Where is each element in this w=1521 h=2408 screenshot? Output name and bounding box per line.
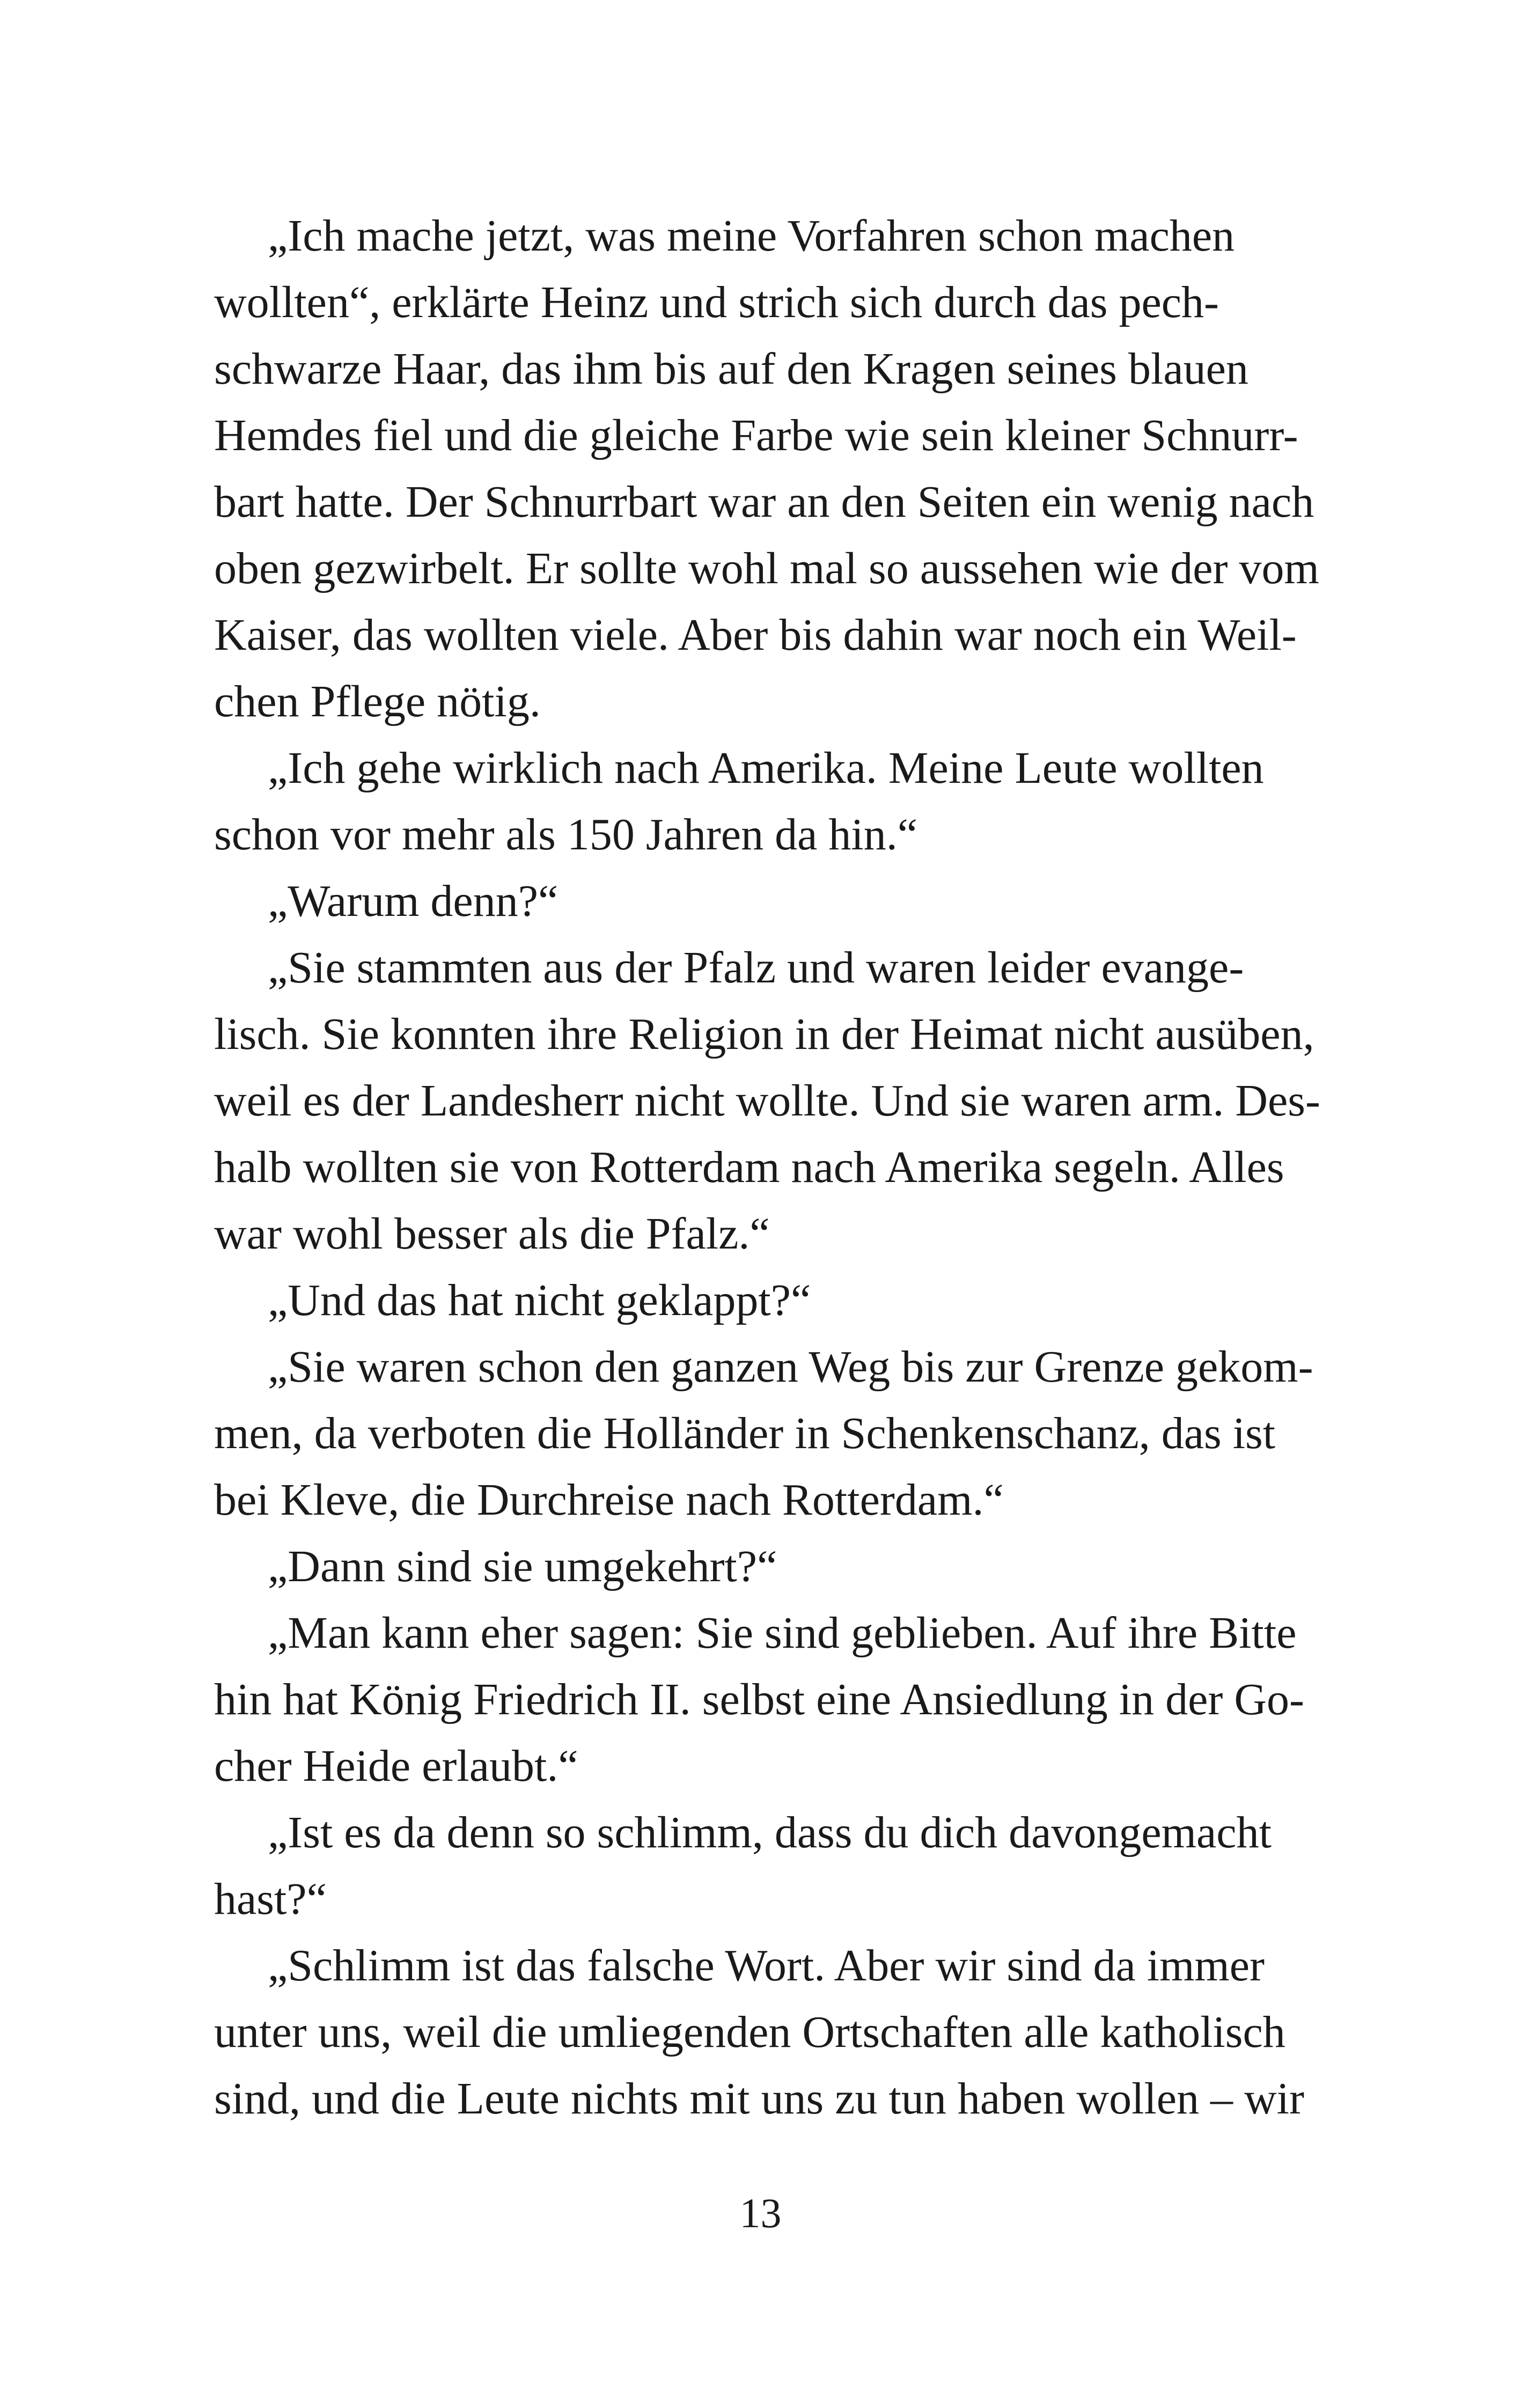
body-text <box>214 203 1320 2132</box>
text-line: schwarze Haar, das ihm bis auf den Kragen seines blauen <box>214 344 1248 394</box>
text-line: „Schlimm ist das falsche Wort. Aber wir sind da immer <box>268 1941 1265 1991</box>
text-line: „Sie stammten aus der Pfalz und waren leider evange- <box>268 943 1244 993</box>
text-line: sind, und die Leute nichts mit uns zu tun haben wollen – wir <box>214 2074 1304 2124</box>
text-line: „Und das hat nicht geklappt?“ <box>268 1275 811 1325</box>
text-line: bart hatte. Der Schnurrbart war an den Seiten ein wenig nach <box>214 477 1314 527</box>
text-line: Hemdes fiel und die gleiche Farbe wie sein kleiner Schnurr- <box>214 410 1298 460</box>
text-line: hast?“ <box>214 1874 327 1924</box>
text-line: war wohl besser als die Pfalz.“ <box>214 1209 770 1259</box>
text-line: unter uns, weil die umliegenden Ortschaften alle katholisch <box>214 2007 1285 2057</box>
text-line: schon vor mehr als 150 Jahren da hin.“ <box>214 810 917 860</box>
text-line: cher Heide erlaubt.“ <box>214 1741 578 1791</box>
text-line: halb wollten sie von Rotterdam nach Amerika segeln. Alles <box>214 1142 1284 1192</box>
text-line: „Dann sind sie umgekehrt?“ <box>268 1541 777 1591</box>
page-number: 13 <box>739 2190 782 2236</box>
text-line: „Ist es da denn so schlimm, dass du dich davongemacht <box>268 1808 1272 1858</box>
text-line: bei Kleve, die Durchreise nach Rotterdam.“ <box>214 1475 1004 1525</box>
text-line: oben gezwirbelt. Er sollte wohl mal so aussehen wie der vom <box>214 544 1319 593</box>
text-line: wollten“, erklärte Heinz und strich sich durch das pech- <box>214 277 1219 327</box>
text-line: men, da verboten die Holländer in Schenkenschanz, das ist <box>214 1408 1276 1458</box>
text-line: „Warum denn?“ <box>268 876 559 926</box>
text-line: „Ich gehe wirklich nach Amerika. Meine Leute wollten <box>268 743 1264 793</box>
text-line: weil es der Landesherr nicht wollte. Und sie waren arm. Des- <box>214 1076 1320 1126</box>
text-line: chen Pflege nötig. <box>214 677 541 726</box>
text-line: „Sie waren schon den ganzen Weg bis zur Grenze gekom- <box>268 1342 1313 1392</box>
text-line: Kaiser, das wollten viele. Aber bis dahin war noch ein Weil- <box>214 610 1297 660</box>
text-line: lisch. Sie konnten ihre Religion in der Heimat nicht ausüben, <box>214 1009 1314 1059</box>
text-line: „Ich mache jetzt, was meine Vorfahren schon machen <box>268 211 1235 261</box>
text-line: „Man kann eher sagen: Sie sind geblieben. Auf ihre Bitte <box>268 1608 1297 1658</box>
text-line: hin hat König Friedrich II. selbst eine Ansiedlung in der Go- <box>214 1675 1304 1724</box>
